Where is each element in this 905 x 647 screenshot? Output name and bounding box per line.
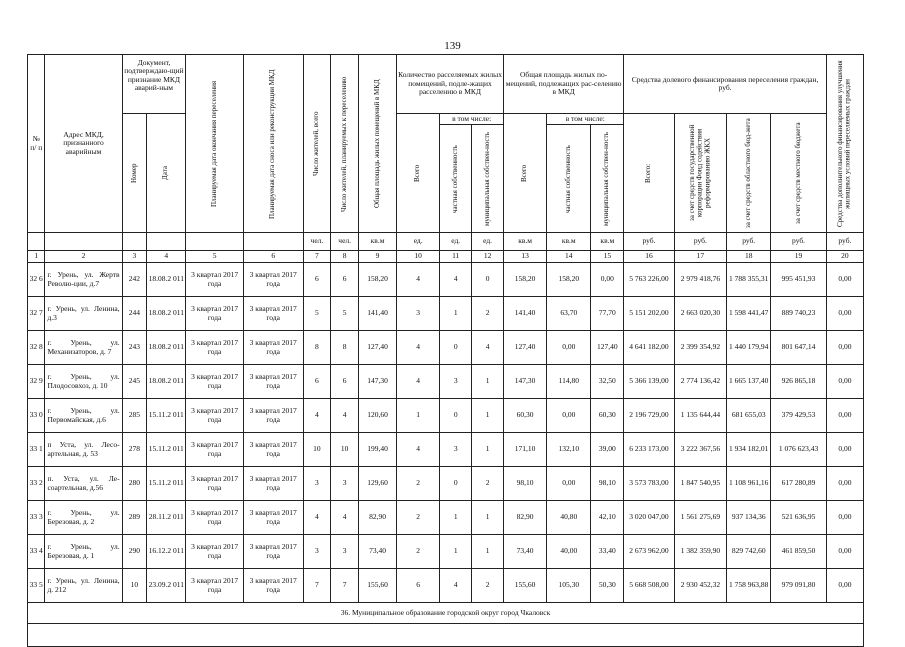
cell-end: 3 квартал 2017 года (186, 399, 244, 433)
cell-c1: 4 (397, 263, 440, 297)
header-count-all: Всего (397, 114, 440, 233)
cell-c1: 2 (397, 535, 440, 569)
cell-f4: 617 280,89 (771, 467, 827, 501)
cell-a3: 127,40 (591, 331, 624, 365)
cell-dem: 3 квартал 2017 года (243, 399, 303, 433)
cell-a1: 158,20 (504, 263, 547, 297)
cell-end: 3 квартал 2017 года (186, 569, 244, 603)
cell-r2: 4 (331, 399, 359, 433)
header-fund-region: за счет средств областного бюд-жета (727, 114, 771, 233)
cell-a2: 63,70 (547, 297, 591, 331)
data-rows (28, 263, 864, 603)
cell-f5: 0,00 (826, 535, 863, 569)
cell-date: 16.12.2 011 (147, 535, 186, 569)
unit-cell: ед. (397, 233, 440, 251)
column-index-row (28, 251, 864, 263)
header-area-municipal: муниципальная собствен-ность (591, 125, 624, 233)
cell-num: 243 (122, 331, 147, 365)
unit-cell: ед. (440, 233, 472, 251)
cell-f1: 2 673 962,00 (624, 535, 674, 569)
cell-c3: 1 (472, 501, 504, 535)
cell-r2: 3 (331, 535, 359, 569)
cell-r1: 8 (303, 331, 331, 365)
cell-addr: г. Урень, ул. Жертв Револю-ции, д.7 (45, 263, 122, 297)
cell-c3: 1 (472, 365, 504, 399)
cell-f2: 1 135 644,44 (674, 399, 726, 433)
header-area-group: Общая площадь жилых по-мещений, подлежащих рас-селению в МКД (504, 55, 624, 114)
cell-area: 141,40 (359, 297, 397, 331)
cell-a1: 147,30 (504, 365, 547, 399)
cell-f3: 1 598 441,47 (727, 297, 771, 331)
cell-dem: 3 квартал 2017 года (243, 535, 303, 569)
index-cell: 1 (28, 251, 45, 263)
cell-c2: 0 (440, 399, 472, 433)
cell-area: 120,60 (359, 399, 397, 433)
cell-f3: 1 758 963,88 (727, 569, 771, 603)
cell-area: 199,40 (359, 433, 397, 467)
cell-a1: 155,60 (504, 569, 547, 603)
cell-n: 33 4 (28, 535, 45, 569)
cell-n: 32 6 (28, 263, 45, 297)
cell-f3: 1 934 182,01 (727, 433, 771, 467)
cell-addr: г. Урень, ул. Плодосовхоз, д. 10 (45, 365, 122, 399)
cell-area: 129,60 (359, 467, 397, 501)
header-funds-group: Средства долевого финансирования переселения граждан, руб. (624, 55, 827, 114)
cell-c3: 2 (472, 297, 504, 331)
cell-a3: 32,50 (591, 365, 624, 399)
header-planned-demolition: Планируемая дата сноса или реконструкции МКД (243, 55, 303, 233)
index-cell: 16 (624, 251, 674, 263)
cell-addr: г. Урень, ул. Березовая, д. 1 (45, 535, 122, 569)
cell-f3: 829 742,60 (727, 535, 771, 569)
cell-f5: 0,00 (826, 331, 863, 365)
cell-f3: 937 134,36 (727, 501, 771, 535)
section-title: 36. Муниципальное образование городской округ город Чкаловск (28, 603, 864, 624)
cell-end: 3 квартал 2017 года (186, 501, 244, 535)
cell-r1: 6 (303, 365, 331, 399)
cell-c1: 6 (397, 569, 440, 603)
cell-f5: 0,00 (826, 297, 863, 331)
table-row (28, 365, 864, 399)
cell-dem: 3 квартал 2017 года (243, 501, 303, 535)
cell-r1: 4 (303, 501, 331, 535)
cell-r2: 3 (331, 467, 359, 501)
section-title-row (28, 603, 864, 624)
header-area-including: в том числе: (547, 114, 624, 125)
cell-f5: 0,00 (826, 263, 863, 297)
cell-c3: 4 (472, 331, 504, 365)
cell-f4: 801 647,14 (771, 331, 827, 365)
header-funds-total: Всего: (624, 114, 674, 233)
table-row (28, 535, 864, 569)
cell-f1: 5 151 202,00 (624, 297, 674, 331)
cell-dem: 3 квартал 2017 года (243, 263, 303, 297)
cell-f1: 5 668 508,00 (624, 569, 674, 603)
cell-f2: 2 663 020,30 (674, 297, 726, 331)
cell-a1: 171,10 (504, 433, 547, 467)
cell-f5: 0,00 (826, 399, 863, 433)
cell-num: 290 (122, 535, 147, 569)
cell-dem: 3 квартал 2017 года (243, 569, 303, 603)
cell-f2: 2 930 452,32 (674, 569, 726, 603)
cell-f3: 1 108 961,16 (727, 467, 771, 501)
header-planned-end: Планируемая дата окончания переселения (186, 55, 244, 233)
cell-a2: 105,30 (547, 569, 591, 603)
cell-a2: 158,20 (547, 263, 591, 297)
table-row (28, 263, 864, 297)
cell-num: 285 (122, 399, 147, 433)
cell-addr: г. Урень, ул. Первомайская, д.6 (45, 399, 122, 433)
table-row (28, 297, 864, 331)
cell-r1: 4 (303, 399, 331, 433)
cell-f3: 681 655,03 (727, 399, 771, 433)
cell-num: 245 (122, 365, 147, 399)
cell-a2: 40,80 (547, 501, 591, 535)
index-cell: 8 (331, 251, 359, 263)
index-cell: 7 (303, 251, 331, 263)
header-doc-number: Номер (122, 114, 147, 233)
resettlement-table (27, 54, 864, 647)
cell-a2: 0,00 (547, 467, 591, 501)
cell-a3: 50,30 (591, 569, 624, 603)
index-cell: 3 (122, 251, 147, 263)
unit-cell: руб. (826, 233, 863, 251)
cell-f4: 461 859,50 (771, 535, 827, 569)
index-cell: 20 (826, 251, 863, 263)
cell-f3: 1 440 179,94 (727, 331, 771, 365)
table-row (28, 433, 864, 467)
header-extra-funds: Средства дополнительного финансирования улучшения жилищных условий переселяемых граждан (826, 55, 863, 233)
cell-f2: 2 979 418,76 (674, 263, 726, 297)
cell-c2: 3 (440, 433, 472, 467)
cell-c1: 3 (397, 297, 440, 331)
header-count-municipal: муниципальная собствен-ность (472, 125, 504, 233)
header-address: Адрес МКД, признанного аварийным (45, 55, 122, 233)
index-cell: 18 (727, 251, 771, 263)
cell-addr: г. Урень, ул. Ленина, д. 212 (45, 569, 122, 603)
cell-end: 3 квартал 2017 года (186, 331, 244, 365)
cell-c2: 3 (440, 365, 472, 399)
index-cell: 2 (45, 251, 122, 263)
cell-c2: 4 (440, 569, 472, 603)
header-row-2 (28, 114, 864, 125)
index-cell: 13 (504, 251, 547, 263)
cell-dem: 3 квартал 2017 года (243, 365, 303, 399)
cell-c1: 1 (397, 399, 440, 433)
cell-area: 73,40 (359, 535, 397, 569)
cell-f4: 926 865,18 (771, 365, 827, 399)
cell-c2: 1 (440, 297, 472, 331)
cell-c2: 0 (440, 467, 472, 501)
cell-a3: 39,00 (591, 433, 624, 467)
cell-f5: 0,00 (826, 433, 863, 467)
cell-end: 3 квартал 2017 года (186, 535, 244, 569)
cell-a2: 0,00 (547, 331, 591, 365)
table-row (28, 467, 864, 501)
cell-f5: 0,00 (826, 365, 863, 399)
cell-f1: 5 763 226,00 (624, 263, 674, 297)
cell-r1: 10 (303, 433, 331, 467)
cell-date: 15.11.2 011 (147, 399, 186, 433)
cell-area: 155,60 (359, 569, 397, 603)
cell-c3: 2 (472, 467, 504, 501)
cell-f4: 521 636,95 (771, 501, 827, 535)
header-count-private: частная собственность (440, 125, 472, 233)
cell-f5: 0,00 (826, 569, 863, 603)
cell-area: 158,20 (359, 263, 397, 297)
unit-cell: руб. (727, 233, 771, 251)
units-row (28, 233, 864, 251)
cell-f4: 379 429,53 (771, 399, 827, 433)
cell-a3: 42,10 (591, 501, 624, 535)
cell-end: 3 квартал 2017 года (186, 263, 244, 297)
cell-n: 33 2 (28, 467, 45, 501)
header-area-private: частная собственность (547, 125, 591, 233)
cell-f5: 0,00 (826, 501, 863, 535)
cell-c1: 4 (397, 433, 440, 467)
unit-cell: кв.м (504, 233, 547, 251)
cell-a1: 98,10 (504, 467, 547, 501)
index-cell: 6 (243, 251, 303, 263)
cell-end: 3 квартал 2017 года (186, 297, 244, 331)
cell-f1: 3 573 783,00 (624, 467, 674, 501)
cell-a3: 60,30 (591, 399, 624, 433)
cell-f2: 3 222 367,56 (674, 433, 726, 467)
cell-area: 147,30 (359, 365, 397, 399)
header-document-group: Документ, подтверждаю-щий признание МКД аварий-ным (122, 55, 186, 114)
index-cell: 14 (547, 251, 591, 263)
cell-f1: 3 020 047,00 (624, 501, 674, 535)
cell-c3: 2 (472, 569, 504, 603)
header-total-area: Общая площадь жилых помещений в МКД (359, 55, 397, 233)
cell-c1: 2 (397, 501, 440, 535)
cell-f4: 995 451,93 (771, 263, 827, 297)
cell-c3: 1 (472, 535, 504, 569)
cell-end: 3 квартал 2017 года (186, 365, 244, 399)
index-cell: 4 (147, 251, 186, 263)
cell-a1: 73,40 (504, 535, 547, 569)
cell-num: 242 (122, 263, 147, 297)
cell-r1: 3 (303, 467, 331, 501)
cell-addr: п. Уста, ул. Ле-соартельная, д.56 (45, 467, 122, 501)
cell-f1: 6 233 173,00 (624, 433, 674, 467)
header-area-all: Всего (504, 114, 547, 233)
cell-r2: 7 (331, 569, 359, 603)
cell-dem: 3 квартал 2017 года (243, 467, 303, 501)
cell-f2: 1 561 275,69 (674, 501, 726, 535)
cell-date: 18.08.2 011 (147, 331, 186, 365)
header-count-including: в том числе: (440, 114, 504, 125)
cell-f3: 1 665 137,40 (727, 365, 771, 399)
cell-dem: 3 квартал 2017 года (243, 433, 303, 467)
page-number: 139 (444, 40, 461, 52)
cell-addr: г. Урень, ул. Ленина, д.3 (45, 297, 122, 331)
cell-r1: 5 (303, 297, 331, 331)
cell-c3: 0 (472, 263, 504, 297)
cell-r2: 5 (331, 297, 359, 331)
unit-cell: руб. (674, 233, 726, 251)
cell-a3: 33,40 (591, 535, 624, 569)
index-cell: 10 (397, 251, 440, 263)
cell-f3: 1 788 355,31 (727, 263, 771, 297)
cell-f5: 0,00 (826, 467, 863, 501)
cell-f4: 1 076 623,43 (771, 433, 827, 467)
header-fund-local: за счет средств местного бюджета (771, 114, 827, 233)
header-doc-date: Дата (147, 114, 186, 233)
cell-a1: 82,90 (504, 501, 547, 535)
cell-f1: 5 366 139,00 (624, 365, 674, 399)
unit-cell: кв.м (359, 233, 397, 251)
cell-addr: п Уста, ул. Лесо-артельная, д. 53 (45, 433, 122, 467)
header-row-1 (28, 55, 864, 114)
cell-date: 18.08.2 011 (147, 263, 186, 297)
cell-date: 18.08.2 011 (147, 297, 186, 331)
index-cell: 9 (359, 251, 397, 263)
cell-c3: 1 (472, 399, 504, 433)
header-residents-planned: Число жителей, планируемых к переселению (331, 55, 359, 233)
cell-date: 15.11.2 011 (147, 467, 186, 501)
table-row (28, 331, 864, 365)
cell-f2: 1 382 359,90 (674, 535, 726, 569)
cell-end: 3 квартал 2017 года (186, 433, 244, 467)
cell-c1: 4 (397, 365, 440, 399)
index-cell: 15 (591, 251, 624, 263)
table-row (28, 399, 864, 433)
unit-cell: ед. (472, 233, 504, 251)
cell-r2: 6 (331, 263, 359, 297)
cell-c1: 4 (397, 331, 440, 365)
cell-a3: 98,10 (591, 467, 624, 501)
cell-n: 32 8 (28, 331, 45, 365)
unit-cell: чел. (331, 233, 359, 251)
header-count-group: Количество расселяемых жилых помещений, подле-жащих расселению в МКД (397, 55, 504, 114)
cell-f1: 4 641 182,00 (624, 331, 674, 365)
cell-num: 289 (122, 501, 147, 535)
cell-n: 33 3 (28, 501, 45, 535)
cell-dem: 3 квартал 2017 года (243, 297, 303, 331)
cell-area: 82,90 (359, 501, 397, 535)
unit-cell: кв.м (547, 233, 591, 251)
table-row (28, 501, 864, 535)
cell-r1: 6 (303, 263, 331, 297)
cell-c2: 1 (440, 535, 472, 569)
cell-date: 23.09.2 011 (147, 569, 186, 603)
cell-n: 33 5 (28, 569, 45, 603)
index-cell: 12 (472, 251, 504, 263)
index-cell: 11 (440, 251, 472, 263)
cell-f2: 1 847 540,95 (674, 467, 726, 501)
cell-a3: 77,70 (591, 297, 624, 331)
unit-cell: руб. (771, 233, 827, 251)
cell-a1: 141,40 (504, 297, 547, 331)
index-cell: 17 (674, 251, 726, 263)
unit-cell: чел. (303, 233, 331, 251)
cell-num: 10 (122, 569, 147, 603)
cell-a3: 0,00 (591, 263, 624, 297)
header-fund-state: за счет средств государственной корпорации Фонд содействия реформированию ЖКХ (674, 114, 726, 233)
cell-a2: 132,10 (547, 433, 591, 467)
cell-r1: 3 (303, 535, 331, 569)
cell-date: 18.08.2 011 (147, 365, 186, 399)
cell-num: 244 (122, 297, 147, 331)
cell-date: 28.11.2 011 (147, 501, 186, 535)
cell-c2: 4 (440, 263, 472, 297)
cell-f2: 2 399 354,92 (674, 331, 726, 365)
cell-r2: 8 (331, 331, 359, 365)
header-number: № п/ п (28, 55, 45, 233)
cell-n: 32 9 (28, 365, 45, 399)
cell-r2: 10 (331, 433, 359, 467)
unit-cell: руб. (624, 233, 674, 251)
cell-f2: 2 774 136,42 (674, 365, 726, 399)
cell-dem: 3 квартал 2017 года (243, 331, 303, 365)
cell-c2: 1 (440, 501, 472, 535)
cell-a2: 0,00 (547, 399, 591, 433)
cell-n: 32 7 (28, 297, 45, 331)
cell-f4: 889 740,23 (771, 297, 827, 331)
unit-cell: кв.м (591, 233, 624, 251)
blank-row (28, 624, 864, 647)
cell-c1: 2 (397, 467, 440, 501)
table-row (28, 569, 864, 603)
cell-a2: 114,80 (547, 365, 591, 399)
cell-addr: г. Урень, ул. Березовая, д. 2 (45, 501, 122, 535)
cell-num: 280 (122, 467, 147, 501)
cell-r2: 4 (331, 501, 359, 535)
index-cell: 5 (186, 251, 244, 263)
cell-a1: 60,30 (504, 399, 547, 433)
cell-c2: 0 (440, 331, 472, 365)
cell-area: 127,40 (359, 331, 397, 365)
cell-r1: 7 (303, 569, 331, 603)
cell-end: 3 квартал 2017 года (186, 467, 244, 501)
index-cell: 19 (771, 251, 827, 263)
cell-addr: г. Урень, ул. Механизаторов, д. 7 (45, 331, 122, 365)
cell-r2: 6 (331, 365, 359, 399)
cell-c3: 1 (472, 433, 504, 467)
cell-f4: 979 091,80 (771, 569, 827, 603)
cell-a1: 127,40 (504, 331, 547, 365)
header-residents-total: Число жителей, всего (303, 55, 331, 233)
cell-f1: 2 196 729,00 (624, 399, 674, 433)
cell-num: 278 (122, 433, 147, 467)
cell-date: 15.11.2 011 (147, 433, 186, 467)
cell-a2: 40,00 (547, 535, 591, 569)
cell-n: 33 0 (28, 399, 45, 433)
cell-n: 33 1 (28, 433, 45, 467)
